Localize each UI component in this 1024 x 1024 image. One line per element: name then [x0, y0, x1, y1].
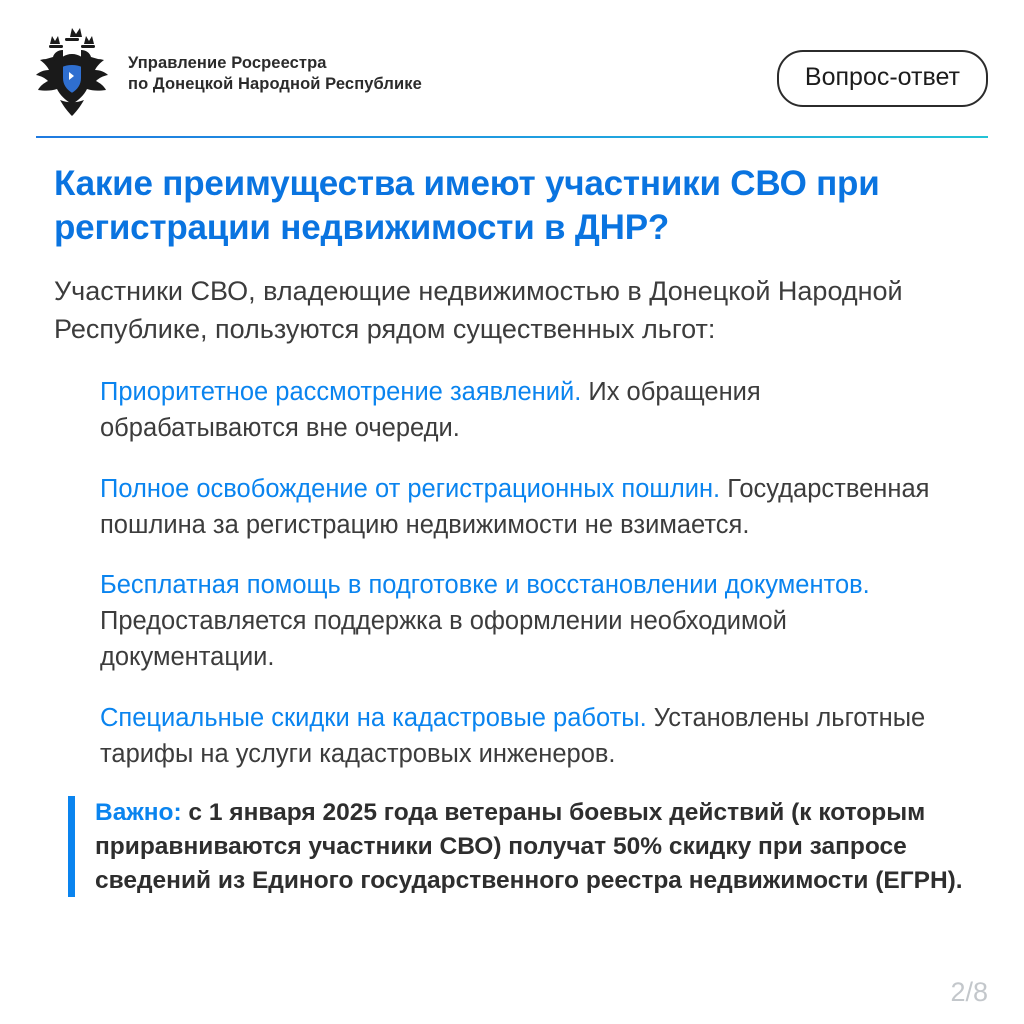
list-item-rest: Предоставляется поддержка в оформлении необходимой документации.	[100, 607, 787, 672]
page-counter: 2/8	[950, 977, 988, 1007]
organization-line-2: по Донецкой Народной Республике	[128, 75, 422, 93]
important-callout	[68, 796, 972, 897]
list-item-rest: Государственная пошлина за регистрацию недвижимости не взимается.	[100, 474, 930, 539]
list-item-lead: Полное освобождение от регистрационных пошлин.	[100, 474, 721, 503]
brand-block	[30, 26, 422, 122]
intro-paragraph: Участники СВО, владеющие недвижимостью в Донецкой Народной Республике, пользуются рядом существенных льгот:	[54, 275, 903, 344]
list-item	[100, 374, 980, 446]
organization-line-1: Управление Росреестра	[128, 53, 327, 72]
callout-keyword: Важно:	[95, 798, 182, 826]
list-item-lead: Бесплатная помощь в подготовке и восстановлении документов.	[100, 570, 870, 599]
list-item-rest: Их обращения обрабатываются вне очереди.	[100, 378, 761, 443]
page-header	[0, 0, 1024, 122]
page-title: Какие преимущества имеют участники СВО при регистрации недвижимости в ДНР?	[54, 164, 880, 247]
list-item-lead: Специальные скидки на кадастровые работы.	[100, 703, 647, 732]
list-item-rest: Установлены льготные тарифы на услуги кадастровых инженеров.	[100, 703, 926, 768]
list-item	[100, 700, 980, 772]
benefits-list	[54, 374, 980, 772]
organization-name	[128, 53, 422, 95]
list-item	[100, 567, 980, 676]
page-content	[0, 138, 1024, 772]
list-item	[100, 471, 980, 543]
list-item-lead: Приоритетное рассмотрение заявлений.	[100, 378, 582, 407]
callout-text: с 1 января 2025 года ветераны боевых действий (к которым приравниваются участники СВО) получат 50% скидку при запросе сведений из Единого государственного реестра недвижимости (ЕГРН).	[95, 798, 963, 894]
double-headed-eagle-emblem-icon	[30, 26, 114, 122]
qa-badge: Вопрос-ответ	[777, 50, 988, 107]
